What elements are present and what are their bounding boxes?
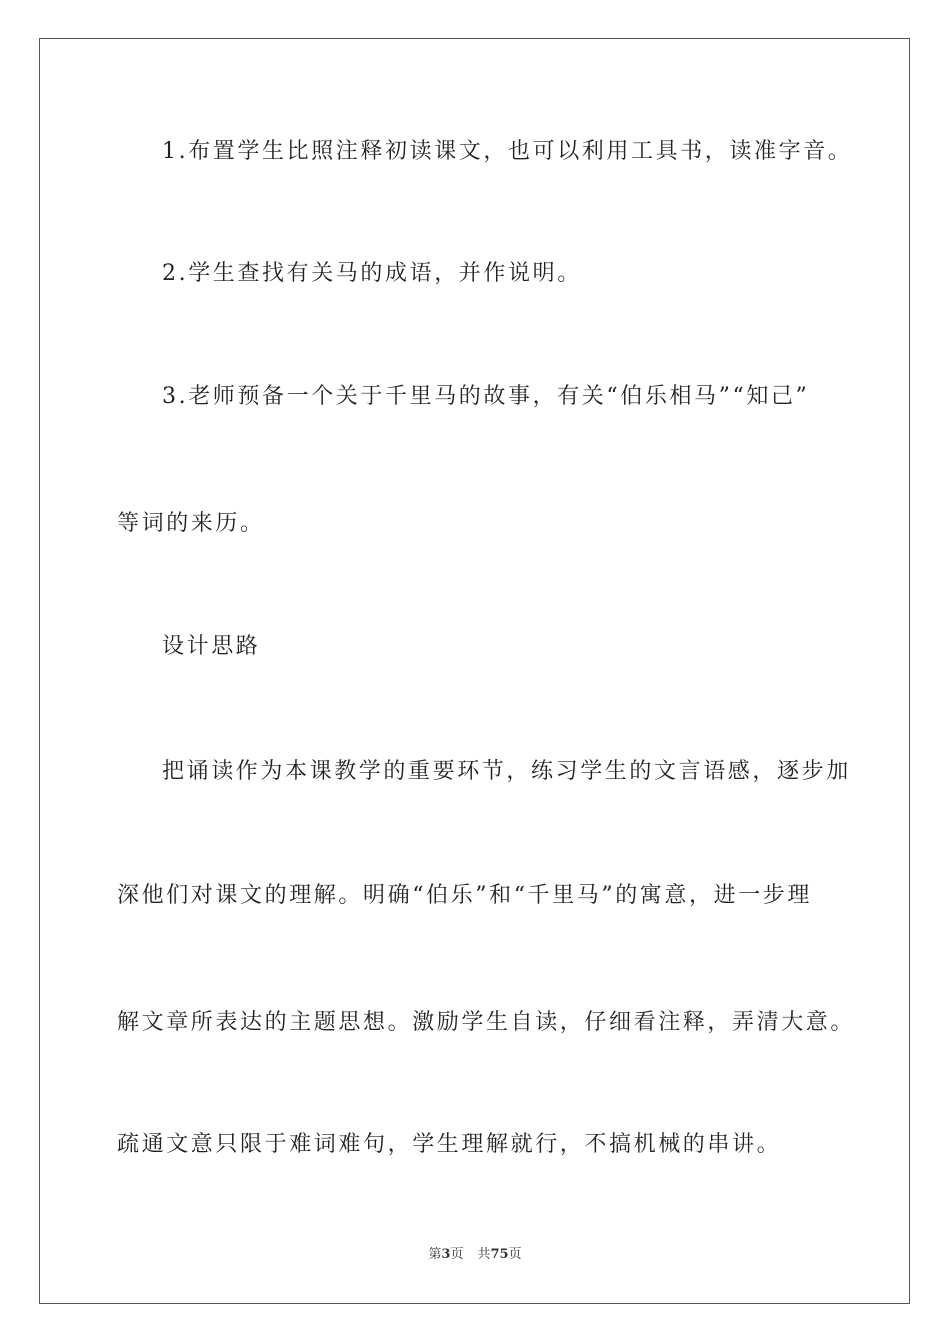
total-page-count: 75: [490, 1247, 509, 1262]
page-suffix: 页: [450, 1247, 464, 1262]
paragraph-line-7: 解文章所表达的主题思想。激励学生自读，仔细看注释，弄清大意。: [117, 1010, 856, 1035]
paragraph-line-6: 深他们对课文的理解。明确“伯乐”和“千里马”的寓意，进一步理: [117, 883, 812, 908]
paragraph-line-1: 1.布置学生比照注释初读课文，也可以利用工具书，读准字音。: [162, 139, 853, 164]
paragraph-line-5: 把诵读作为本课教学的重要环节，练习学生的文言语感，逐步加: [162, 759, 851, 784]
page-border: [39, 38, 910, 1304]
paragraph-line-3: 3.老师预备一个关于千里马的故事，有关“伯乐相马”“知己”: [162, 384, 810, 409]
total-suffix: 页: [508, 1247, 522, 1262]
page-prefix: 第: [428, 1247, 442, 1262]
paragraph-line-2: 2.学生查找有关马的成语，并作说明。: [162, 261, 582, 286]
page-footer: [0, 1246, 950, 1264]
section-heading: 设计思路: [162, 634, 261, 659]
current-page-number: 3: [441, 1247, 451, 1262]
total-prefix: 共: [477, 1247, 491, 1262]
paragraph-line-8: 疏通文意只限于难词难句，学生理解就行，不搞机械的串讲。: [117, 1132, 782, 1157]
paragraph-line-4: 等词的来历。: [117, 511, 265, 536]
